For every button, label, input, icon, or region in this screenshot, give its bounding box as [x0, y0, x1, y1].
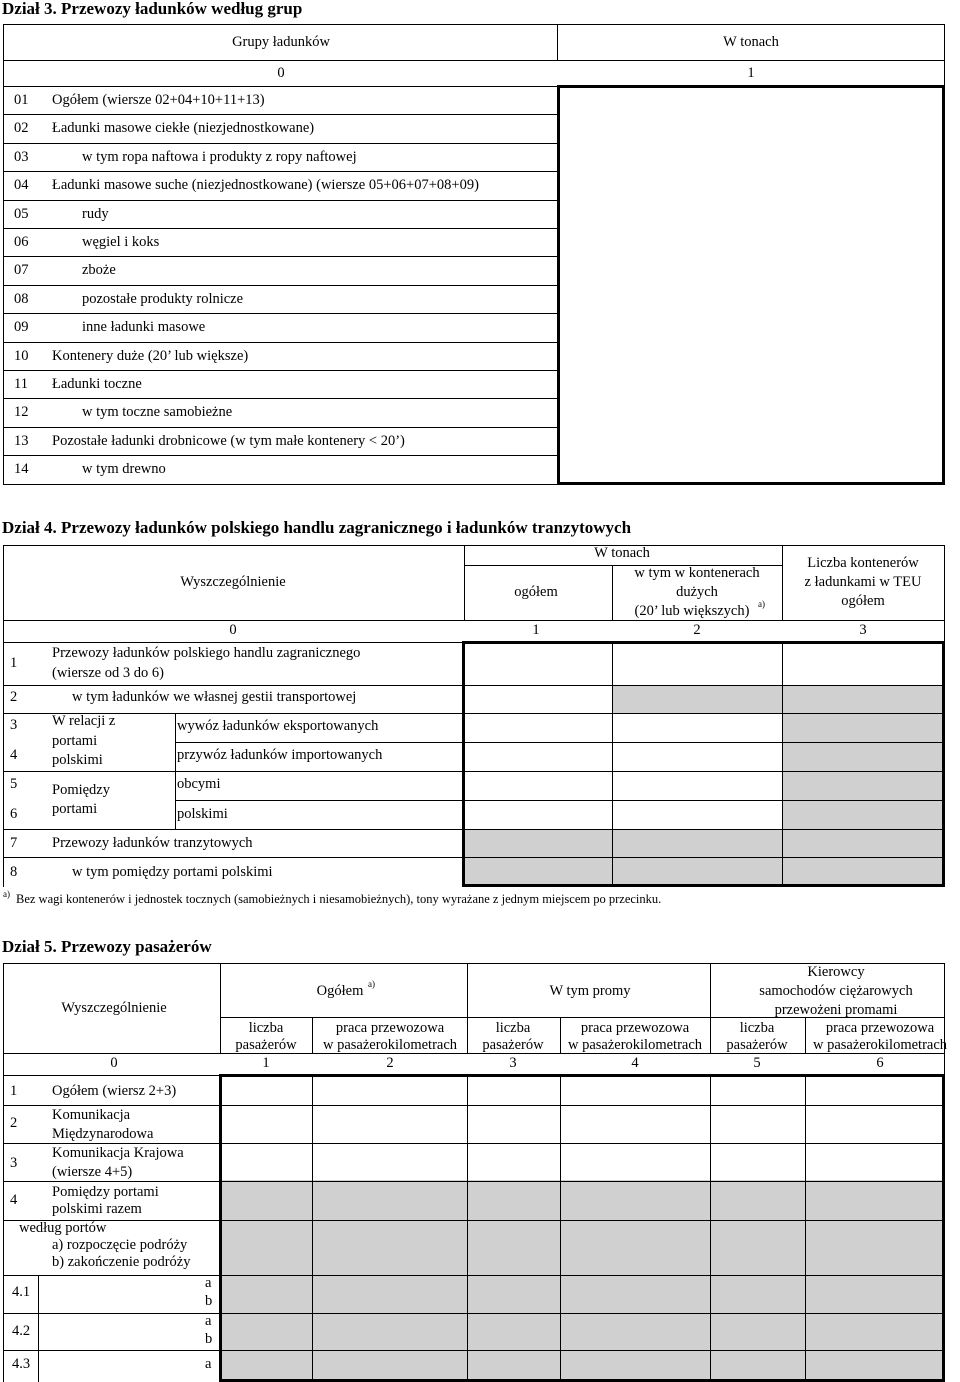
section-4-title: Dział 4. Przewozy ładunków polskiego handlu zagranicznego i ładunków tranzytowych: [2, 518, 632, 537]
row-number: 6: [10, 806, 18, 822]
row-number: 3: [10, 1155, 18, 1171]
row-label: obcymi: [177, 776, 221, 792]
port-end-label: b: [205, 1293, 213, 1309]
row-number: 1: [10, 1083, 18, 1099]
footnote: Bez wagi kontenerów i jednostek tocznych (samobieżnych i niesamobieżnych), tony wyrażane z jednym miejscem po przecinku.: [16, 892, 662, 906]
row-number: 8: [10, 864, 18, 880]
footnote-marker: a): [368, 979, 375, 989]
subheader-passenger-km: praca przewozowa: [825, 1020, 935, 1036]
row-number: 10: [14, 348, 29, 364]
column-header-spec: Wyszczególnienie: [61, 1000, 167, 1016]
group-label-line-2: portami: [52, 733, 98, 749]
column-number-2: 2: [693, 622, 701, 638]
subheader-passenger-count: liczba: [248, 1020, 284, 1036]
row-label-line-1: według portów: [19, 1220, 107, 1236]
section-5-input-area[interactable]: [219, 1074, 945, 1382]
row-label-line-2: (wiersze od 3 do 6): [52, 665, 164, 681]
row-label: węgiel i koks: [82, 234, 160, 250]
column-number-1: 1: [747, 65, 755, 81]
section-3-title: Dział 3. Przewozy ładunków według grup: [2, 0, 303, 18]
row-label: wywóz ładunków eksportowanych: [177, 718, 379, 734]
row-label-line-1: Komunikacja: [52, 1107, 131, 1123]
row-label: w tym drewno: [82, 461, 166, 477]
group-label-line-3: polskimi: [52, 752, 103, 768]
row-number: 01: [14, 92, 29, 108]
row-label-line-1: Przewozy ładunków polskiego handlu zagranicznego: [52, 645, 361, 661]
row-number: 05: [14, 206, 29, 222]
column-header-tonnes: W tonach: [594, 545, 650, 561]
footnote-marker: a): [758, 599, 765, 609]
column-header-containers-2: dużych: [676, 584, 718, 600]
subheader-passenger-km: w pasażerokilometrach: [567, 1037, 703, 1053]
row-number: 09: [14, 319, 29, 335]
column-header-ferries: W tym promy: [549, 983, 631, 999]
row-number: 1: [10, 655, 18, 671]
port-start-label: a: [205, 1313, 212, 1329]
column-header-drivers-2: samochodów ciężarowych: [759, 983, 913, 999]
subheader-passenger-km: praca przewozowa: [335, 1020, 445, 1036]
column-header-tonnes: W tonach: [723, 34, 779, 50]
subheader-passenger-km: praca przewozowa: [580, 1020, 690, 1036]
column-number-1: 1: [262, 1055, 270, 1071]
column-number-1: 1: [532, 622, 540, 638]
row-label-line-2: polskimi razem: [52, 1201, 142, 1217]
row-label-line-2: (wiersze 4+5): [52, 1164, 133, 1180]
column-header-drivers-3: przewożeni promami: [774, 1002, 898, 1018]
column-header-drivers-1: Kierowcy: [807, 964, 865, 980]
row-label: Kontenery duże (20’ lub większe): [52, 348, 249, 364]
subheader-passenger-count: pasażerów: [482, 1037, 544, 1053]
port-start-label: a: [205, 1275, 212, 1291]
column-number-5: 5: [753, 1055, 761, 1071]
section-5-title: Dział 5. Przewozy pasażerów: [2, 937, 212, 956]
subheader-passenger-count: pasażerów: [235, 1037, 297, 1053]
row-label-line-2: Międzynarodowa: [52, 1126, 154, 1142]
row-label: Ładunki masowe ciekłe (niezjednostkowane): [52, 120, 315, 136]
column-header-containers-3: (20’ lub większych): [634, 603, 750, 619]
column-number-3: 3: [509, 1055, 517, 1071]
column-header-teu-1: Liczba kontenerów: [807, 555, 919, 571]
group-label-line-1: W relacji z: [52, 713, 116, 729]
row-number: 7: [10, 835, 18, 851]
row-label: w tym ładunków we własnej gestii transportowej: [72, 689, 357, 705]
group-label-line-1: Pomiędzy: [52, 782, 110, 798]
column-header-groups: Grupy ładunków: [232, 34, 330, 50]
row-label: zboże: [82, 262, 116, 278]
column-number-0: 0: [229, 622, 237, 638]
column-header-containers-1: w tym w kontenerach: [634, 565, 760, 581]
row-number: 06: [14, 234, 29, 250]
column-number-4: 4: [631, 1055, 639, 1071]
column-number-0: 0: [110, 1055, 118, 1071]
column-number-2: 2: [386, 1055, 394, 1071]
port-number: 4.2: [12, 1323, 31, 1339]
row-number: 4: [10, 747, 18, 763]
port-number: 4.3: [12, 1356, 31, 1372]
section-4-input-area[interactable]: [462, 641, 945, 887]
column-header-teu-2: z ładunkami w TEU: [804, 574, 922, 590]
footnote-marker: a): [3, 889, 10, 899]
column-header-total: ogółem: [514, 584, 558, 600]
row-label-line-1: Pomiędzy portami: [52, 1184, 159, 1200]
row-number: 13: [14, 433, 29, 449]
row-number: 2: [10, 689, 18, 705]
row-number: 03: [14, 149, 29, 165]
row-label: polskimi: [177, 806, 228, 822]
column-number-6: 6: [876, 1055, 884, 1071]
column-number-3: 3: [859, 622, 867, 638]
row-number: 12: [14, 404, 29, 420]
column-number-0: 0: [277, 65, 285, 81]
row-label: Ładunki toczne: [52, 376, 142, 392]
row-label: Ładunki masowe suche (niezjednostkowane) (wiersze 05+06+07+08+09): [52, 177, 479, 193]
row-label: w tym toczne samobieżne: [82, 404, 233, 420]
row-number: 2: [10, 1115, 18, 1131]
subheader-passenger-count: pasażerów: [726, 1037, 788, 1053]
tonnes-input-column[interactable]: [557, 85, 945, 485]
subheader-passenger-count: liczba: [495, 1020, 531, 1036]
row-label-line-3: b) zakończenie podróży: [52, 1254, 191, 1270]
row-label-line-2: a) rozpoczęcie podróży: [52, 1237, 188, 1253]
row-label: w tym pomiędzy portami polskimi: [72, 864, 273, 880]
subheader-passenger-km: w pasażerokilometrach: [812, 1037, 948, 1053]
subheader-passenger-km: w pasażerokilometrach: [322, 1037, 458, 1053]
row-number: 08: [14, 291, 29, 307]
row-number: 07: [14, 262, 29, 278]
port-number: 4.1: [12, 1284, 31, 1300]
row-number: 04: [14, 177, 29, 193]
column-header-teu-3: ogółem: [841, 593, 885, 609]
column-header-spec: Wyszczególnienie: [180, 574, 286, 590]
row-label: w tym ropa naftowa i produkty z ropy naftowej: [82, 149, 357, 165]
row-label: Przewozy ładunków tranzytowych: [52, 835, 253, 851]
subheader-passenger-count: liczba: [739, 1020, 775, 1036]
row-label: rudy: [82, 206, 109, 222]
row-number: 5: [10, 776, 18, 792]
group-label-line-2: portami: [52, 801, 98, 817]
row-label: Ogółem (wiersze 02+04+10+11+13): [52, 92, 265, 108]
row-label: pozostałe produkty rolnicze: [82, 291, 244, 307]
port-start-label: a: [205, 1356, 212, 1372]
column-header-total: Ogółem: [316, 983, 364, 999]
row-label: przywóz ładunków importowanych: [177, 747, 383, 763]
row-label: Pozostałe ładunki drobnicowe (w tym małe kontenery < 20’): [52, 433, 405, 449]
row-label-line-1: Komunikacja Krajowa: [52, 1145, 184, 1161]
row-number: 02: [14, 120, 29, 136]
row-number: 14: [14, 461, 29, 477]
row-number: 4: [10, 1192, 18, 1208]
row-label: inne ładunki masowe: [82, 319, 206, 335]
row-label: Ogółem (wiersz 2+3): [52, 1083, 177, 1099]
row-number: 11: [14, 376, 28, 392]
row-number: 3: [10, 717, 18, 733]
port-end-label: b: [205, 1331, 213, 1347]
